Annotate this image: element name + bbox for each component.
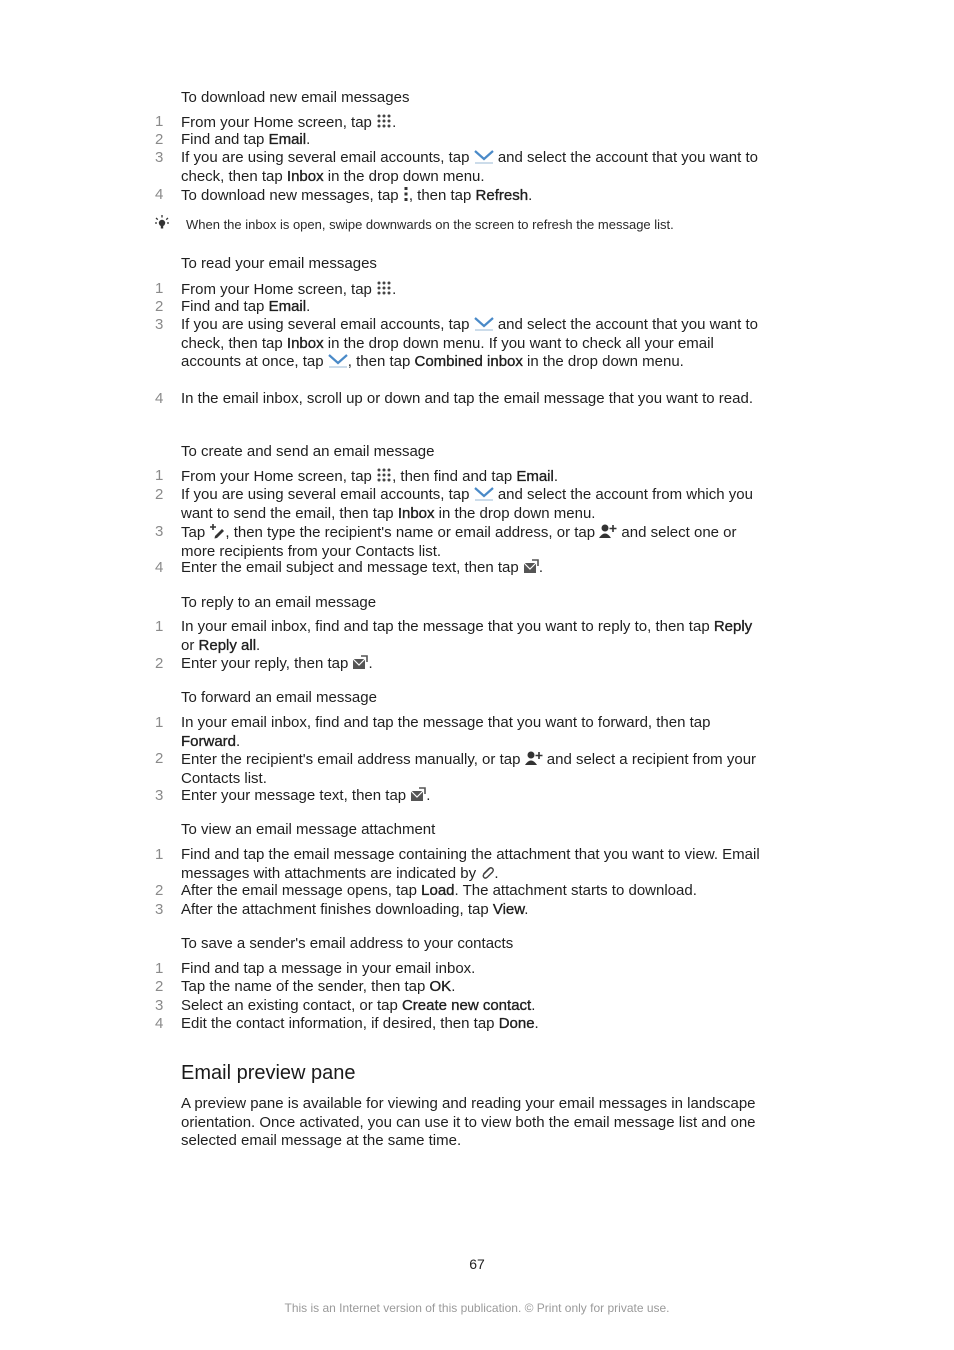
step-number: 2 (155, 655, 164, 672)
step-number: 4 (155, 390, 164, 407)
step-number: 3 (155, 787, 164, 804)
page-number: 67 (469, 1256, 485, 1272)
step-text: Find and tap a message in your email inbox. (181, 960, 476, 977)
section-title: To save a sender's email address to your contacts (181, 935, 514, 952)
step-text: From your Home screen, tap , then find and tap Email. (181, 468, 559, 485)
account-dropdown-icon (474, 149, 494, 164)
compose-icon (209, 523, 225, 539)
step-number: 2 (155, 486, 164, 503)
apps-grid-icon (376, 467, 392, 483)
footer-note: This is an Internet version of this publication. © Print only for private use. (284, 1301, 670, 1315)
step-text: If you are using several email accounts, tap and select the account that you want to check, then tap Inbox in the drop down menu. (181, 149, 758, 185)
account-dropdown-icon (474, 486, 494, 501)
step-number: 3 (155, 523, 164, 540)
attachment-icon (480, 865, 494, 880)
step-text: Select an existing contact, or tap Create new contact. (181, 997, 536, 1014)
step-text: After the attachment finishes downloading, tap View. (181, 901, 529, 918)
step-number: 3 (155, 997, 164, 1014)
step-number: 1 (155, 714, 164, 731)
section-heading: Email preview pane (181, 1062, 356, 1084)
step-text: From your Home screen, tap . (181, 281, 397, 298)
step-text: Enter your reply, then tap . (181, 655, 373, 672)
step-number: 4 (155, 1015, 164, 1032)
body-paragraph: A preview pane is available for viewing and reading your email messages in landscape orientation. Once activated, you can use it to view both the email message list and one selected email message at the same time. (181, 1095, 756, 1149)
add-contact-icon (599, 523, 617, 539)
step-number: 1 (155, 467, 164, 484)
step-number: 1 (155, 846, 164, 863)
tip-text: When the inbox is open, swipe downwards on the screen to refresh the message list. (186, 217, 674, 232)
step-text: In your email inbox, find and tap the message that you want to reply to, then tap Reply or Reply all. (181, 618, 753, 654)
step-text: If you are using several email accounts, tap and select the account that you want to check, then tap Inbox in the drop down menu. If you want to check all your email accounts at once, tap , then tap Combined inbox in the drop down menu. (181, 316, 758, 370)
step-number: 2 (155, 750, 164, 767)
section-title: To download new email messages (181, 89, 410, 106)
step-text: After the email message opens, tap Load. The attachment starts to download. (181, 882, 697, 899)
step-number: 1 (155, 618, 164, 635)
step-number: 3 (155, 901, 164, 918)
step-text: In the email inbox, scroll up or down and tap the email message that you want to read. (181, 390, 753, 407)
step-number: 3 (155, 316, 164, 333)
section-title: To reply to an email message (181, 594, 377, 611)
tip-bulb-icon (154, 214, 170, 230)
step-text: If you are using several email accounts, tap and select the account from which you want to send the email, then tap Inbox in the drop down menu. (181, 486, 753, 522)
section-title: To forward an email message (181, 689, 377, 706)
step-number: 4 (155, 559, 164, 576)
step-text: From your Home screen, tap . (181, 114, 397, 131)
step-number: 1 (155, 960, 164, 977)
send-icon (410, 787, 426, 802)
step-number: 1 (155, 113, 164, 130)
step-text: In your email inbox, find and tap the message that you want to forward, then tap Forward. (181, 714, 711, 750)
step-number: 1 (155, 280, 164, 297)
apps-grid-icon (376, 113, 392, 129)
step-text: Enter the recipient's email address manually, or tap and select a recipient from your Contacts list. (181, 751, 757, 787)
step-text: Find and tap Email. (181, 131, 311, 148)
send-icon (352, 655, 368, 670)
step-number: 3 (155, 149, 164, 166)
step-text: Find and tap Email. (181, 298, 311, 315)
add-contact-icon (525, 750, 543, 766)
account-dropdown-icon (474, 316, 494, 331)
apps-grid-icon (376, 280, 392, 296)
send-icon (523, 559, 539, 574)
section-title: To read your email messages (181, 255, 377, 272)
step-text: Tap , then type the recipient's name or email address, or tap and select one or more recipients from your Contacts list. (181, 524, 737, 560)
step-text: Enter the email subject and message text, then tap . (181, 559, 544, 576)
step-text: Tap the name of the sender, then tap OK. (181, 978, 456, 995)
step-number: 2 (155, 978, 164, 995)
section-title: To view an email message attachment (181, 821, 436, 838)
section-title: To create and send an email message (181, 443, 435, 460)
step-number: 2 (155, 882, 164, 899)
step-text: Find and tap the email message containing the attachment that you want to view. Email messages with attachments are indicated by . (181, 846, 760, 882)
step-number: 4 (155, 186, 164, 203)
account-dropdown-icon (328, 353, 348, 368)
step-text: To download new messages, tap , then tap Refresh. (181, 187, 533, 204)
step-text: Enter your message text, then tap . (181, 787, 431, 804)
step-number: 2 (155, 131, 164, 148)
step-text: Edit the contact information, if desired, then tap Done. (181, 1015, 539, 1032)
step-number: 2 (155, 298, 164, 315)
